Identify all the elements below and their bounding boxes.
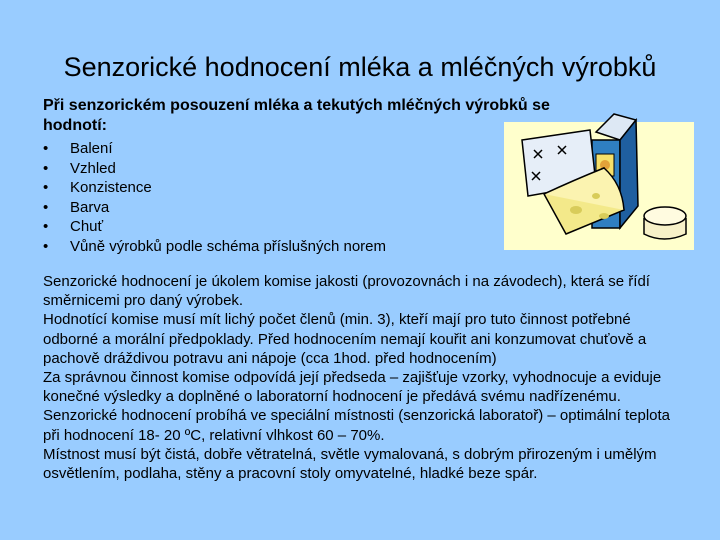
bullet-icon: • — [43, 140, 49, 157]
bullet-icon: • — [43, 159, 49, 177]
dairy-products-clipart-icon — [504, 110, 694, 250]
list-item — [43, 159, 386, 179]
paragraph: Místnost musí být čistá, dobře větratelná, světle vymalovaná, s dobrým přirozeným i umělým osvětlením, podlaha, stěny a pracovní stoly omyvatelné, hladké beze spár. — [43, 445, 657, 483]
paragraph: Hodnotící komise musí mít lichý počet členů (min. 3), kteří mají pro tuto činnost potřebné odborné a morální předpoklady. Před hodnocením nemají kouřit ani konzumovat chuťově a pachově dráždivou potravu ani nápoje (cca 1hod. před hodnocením) — [43, 311, 647, 367]
bullet-icon: • — [43, 198, 49, 216]
description-text — [43, 272, 683, 483]
paragraph: Senzorické hodnocení probíhá ve speciální místnosti (senzorická laboratoř) – optimální teplota při hodnocení 18- 20 ºC, relativní vlhkost 60 – 70%. — [43, 407, 671, 444]
list-item-label: Vzhled — [70, 159, 116, 177]
list-item-label: Balení — [70, 140, 113, 157]
list-item — [43, 178, 386, 198]
list-item — [43, 139, 386, 159]
list-item — [43, 198, 386, 218]
round-cheese-icon — [644, 207, 686, 239]
list-item — [43, 237, 386, 257]
criteria-list — [43, 139, 386, 256]
list-item-label: Vůně výrobků podle schéma příslušných norem — [70, 237, 386, 255]
bullet-icon: • — [43, 218, 49, 235]
bullet-icon: • — [43, 179, 49, 196]
paragraph: Senzorické hodnocení je úkolem komise jakosti (provozovnách i na závodech), která se řídí směrnicemi pro daný výrobek. — [43, 273, 650, 310]
bullet-icon: • — [43, 237, 49, 255]
list-item-label: Barva — [70, 198, 110, 216]
list-item-label: Chuť — [70, 218, 104, 235]
slide-title: Senzorické hodnocení mléka a mléčných výrobků — [63, 52, 657, 82]
list-item — [43, 217, 386, 237]
intro-text: Při senzorickém posouzení mléka a tekutých mléčných výrobků se hodnotí: — [43, 97, 550, 134]
paragraph: Za správnou činnost komise odpovídá její předseda – zajišťuje vzorky, vyhodnocuje a eviduje konečné výsledky a doplněné o laboratorní hodnocení je předává svému nadřízenému. — [43, 369, 662, 406]
list-item-label: Konzistence — [70, 179, 152, 196]
